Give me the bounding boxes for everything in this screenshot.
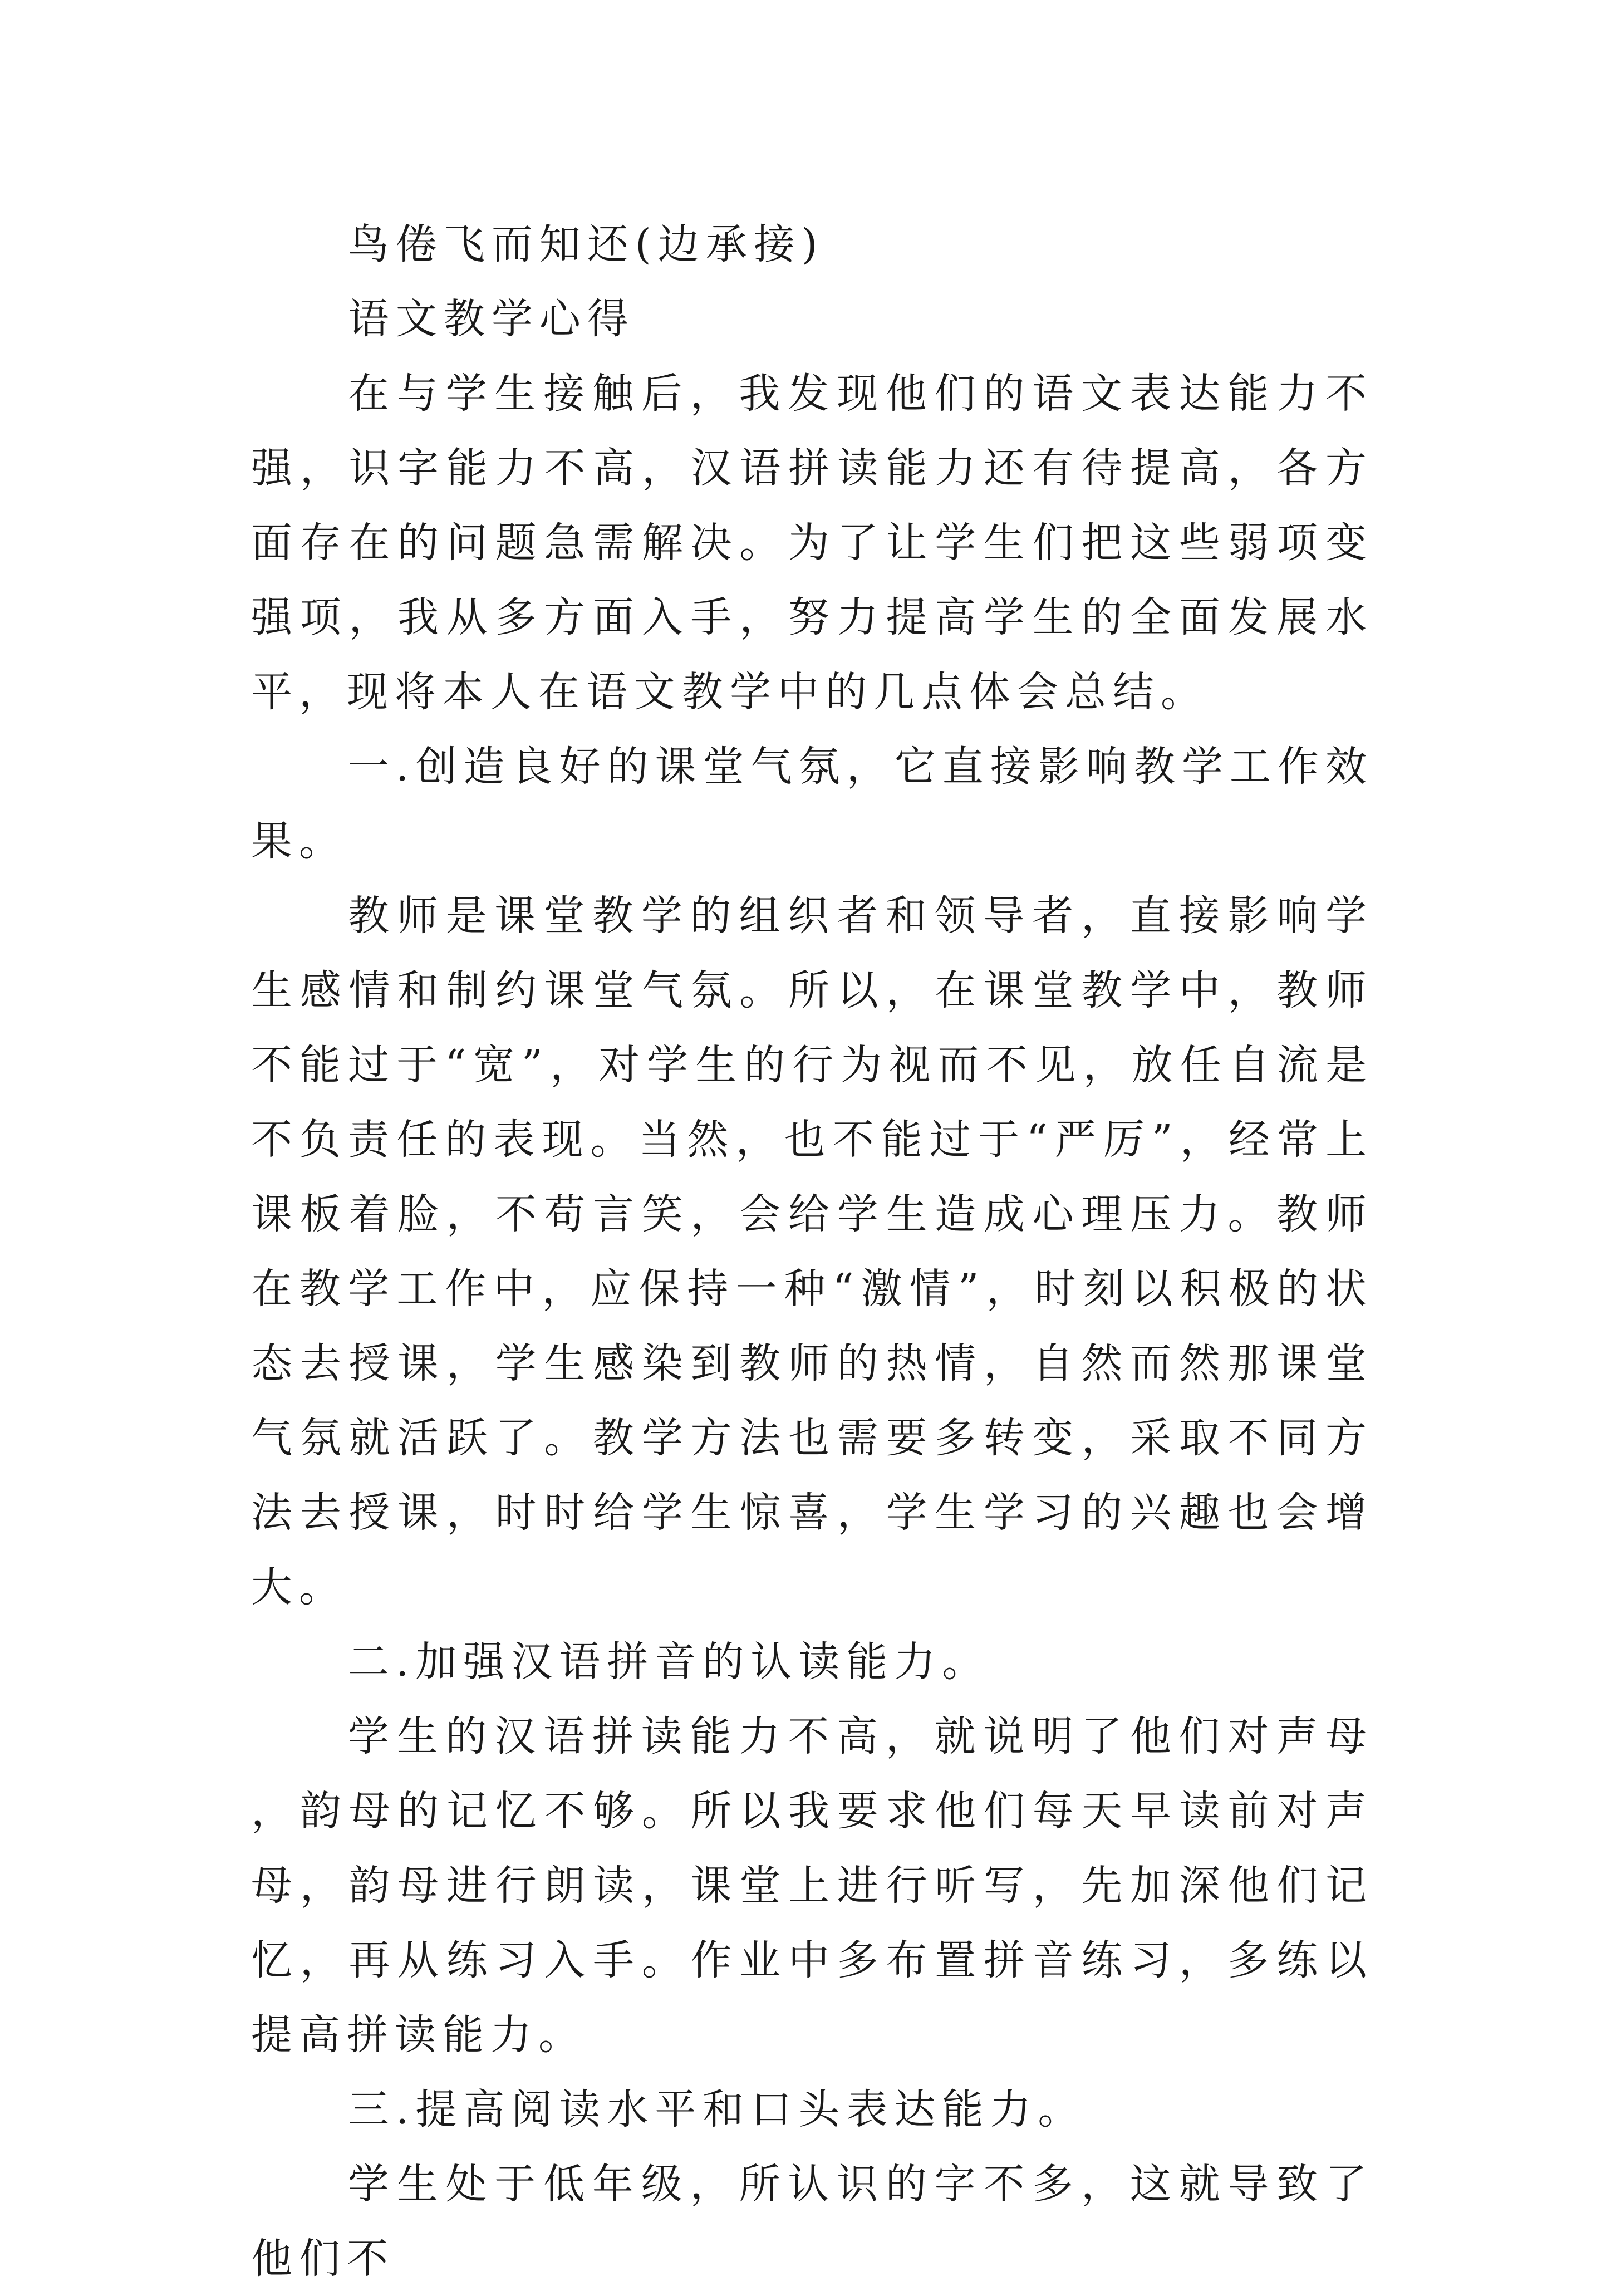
- section-3-paragraph: 学生处于低年级，所认识的字不多，这就导致了他们不: [251, 2160, 1373, 2283]
- section-heading-1: 一.创造良好的课堂气氛，它直接影响教学工作效果。: [251, 743, 1373, 865]
- section-heading-3: 三.提高阅读水平和口头表达能力。: [347, 2086, 1086, 2133]
- section-2-paragraph: 学生的汉语拼读能力不高，就说明了他们对声母，韵母的记忆不够。所以我要求他们每天早读前对声母，韵母进行朗读，课堂上进行听写，先加深他们记忆，再从练习入手。作业中多布置拼音练习，多练以提高拼读能力。: [251, 1713, 1373, 2059]
- section-1-paragraph: 教师是课堂教学的组织者和领导者，直接影响学生感情和制约课堂气氛。所以，在课堂教学中，教师不能过于“宽”，对学生的行为视而不见，放任自流是不负责任的表现。当然，也不能过于“严厉”，经常上课板着脸，不苟言笑，会给学生造成心理压力。教师在教学工作中，应保持一种“激情”，时刻以积极的状态去授课，学生感染到教师的热情，自然而然那课堂气氛就活跃了。教学方法也需要多转变，采取不同方法去授课，时时给学生惊喜，学生学习的兴趣也会增大。: [251, 892, 1373, 1611]
- document-subtitle: 鸟倦飞而知还(边承接): [347, 220, 824, 268]
- document-body: [251, 207, 1373, 2296]
- section-heading-2: 二.加强汉语拼音的认读能力。: [347, 1638, 990, 1686]
- intro-paragraph: 在与学生接触后，我发现他们的语文表达能力不强，识字能力不高，汉语拼读能力还有待提高，各方面存在的问题急需解决。为了让学生们把这些弱项变强项，我从多方面入手，努力提高学生的全面发展水平，现将本人在语文教学中的几点体会总结。: [251, 370, 1373, 716]
- document-title: 语文教学心得: [347, 295, 635, 343]
